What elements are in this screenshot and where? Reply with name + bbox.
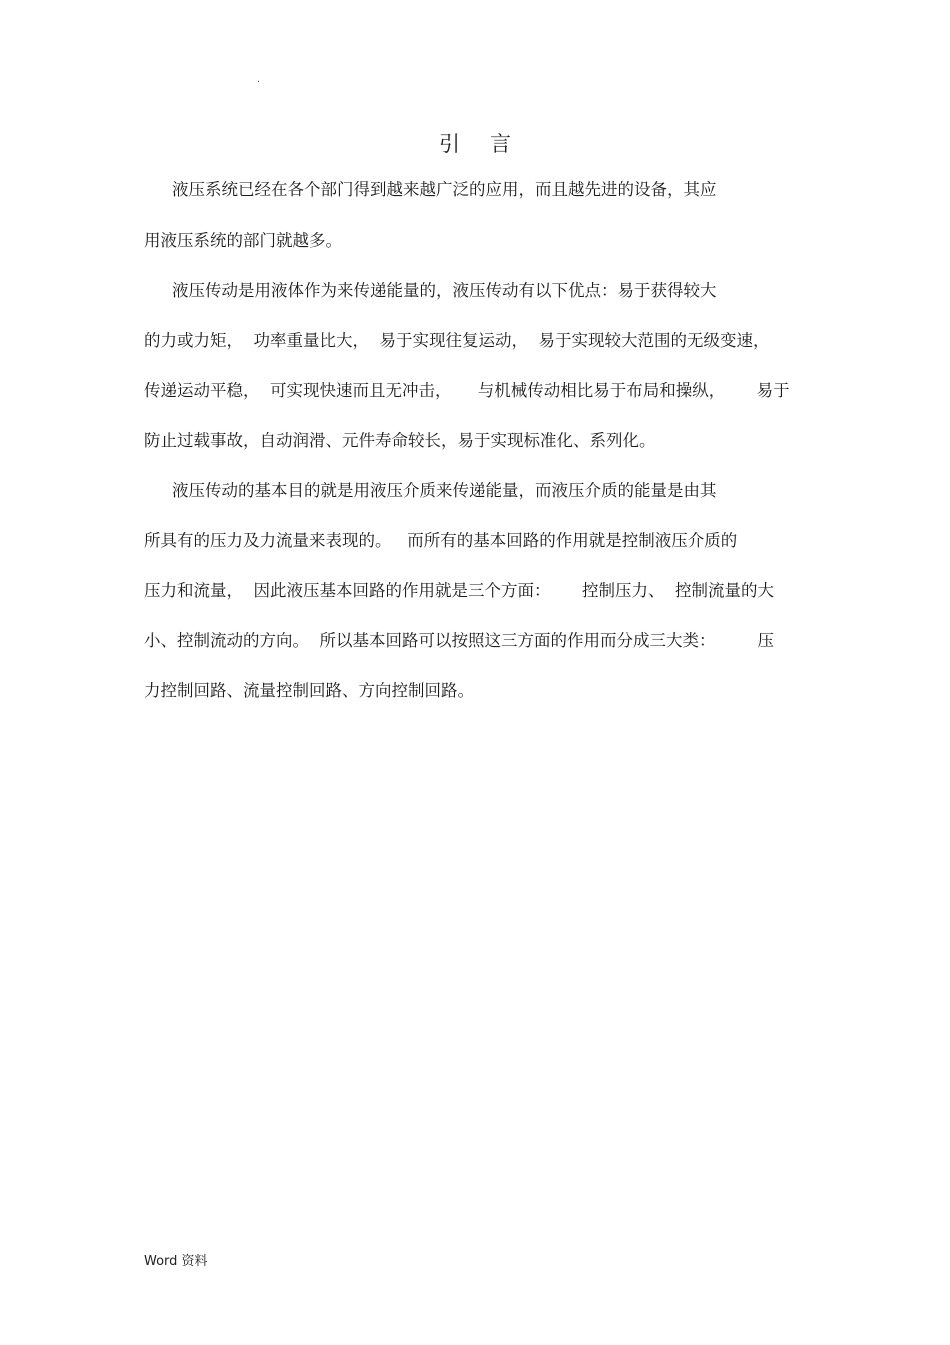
- paragraph-line: 液压系统已经在各个部门得到越来越广泛的应用，而且越先进的设备，其应: [172, 180, 717, 199]
- paragraph-line: 用液压系统的部门就越多。: [144, 231, 342, 250]
- paragraph-line: 所具有的压力及力流量来表现的。 而所有的基本回路的作用就是控制液压介质的: [144, 531, 738, 550]
- paragraph-line: 液压传动是用液体作为来传递能量的，液压传动有以下优点：易于获得较大: [172, 281, 717, 300]
- paragraph-line: 液压传动的基本目的就是用液压介质来传递能量，而液压介质的能量是由其: [172, 481, 717, 500]
- paragraph-line: 传递运动平稳， 可实现快速而且无冲击， 与机械传动相比易于布局和操纵， 易于: [144, 381, 790, 400]
- footer-label: Word 资料: [144, 1254, 208, 1269]
- paragraph-line: 压力和流量， 因此液压基本回路的作用就是三个方面： 控制压力、 控制流量的大: [144, 581, 774, 600]
- paragraph-line: 的力或力矩， 功率重量比大， 易于实现往复运动， 易于实现较大范围的无级变速，: [144, 331, 770, 350]
- paragraph-line: 力控制回路、流量控制回路、方向控制回路。: [144, 681, 474, 700]
- header-mark: .: [257, 74, 261, 85]
- paragraph-line: 小、控制流动的方向。 所以基本回路可以按照这三方面的作用而分成三大类： 压: [144, 631, 774, 650]
- page-title: 引言: [439, 132, 541, 156]
- paragraph-line: 防止过载事故，自动润滑、元件寿命较长，易于实现标准化、系列化。: [144, 431, 656, 450]
